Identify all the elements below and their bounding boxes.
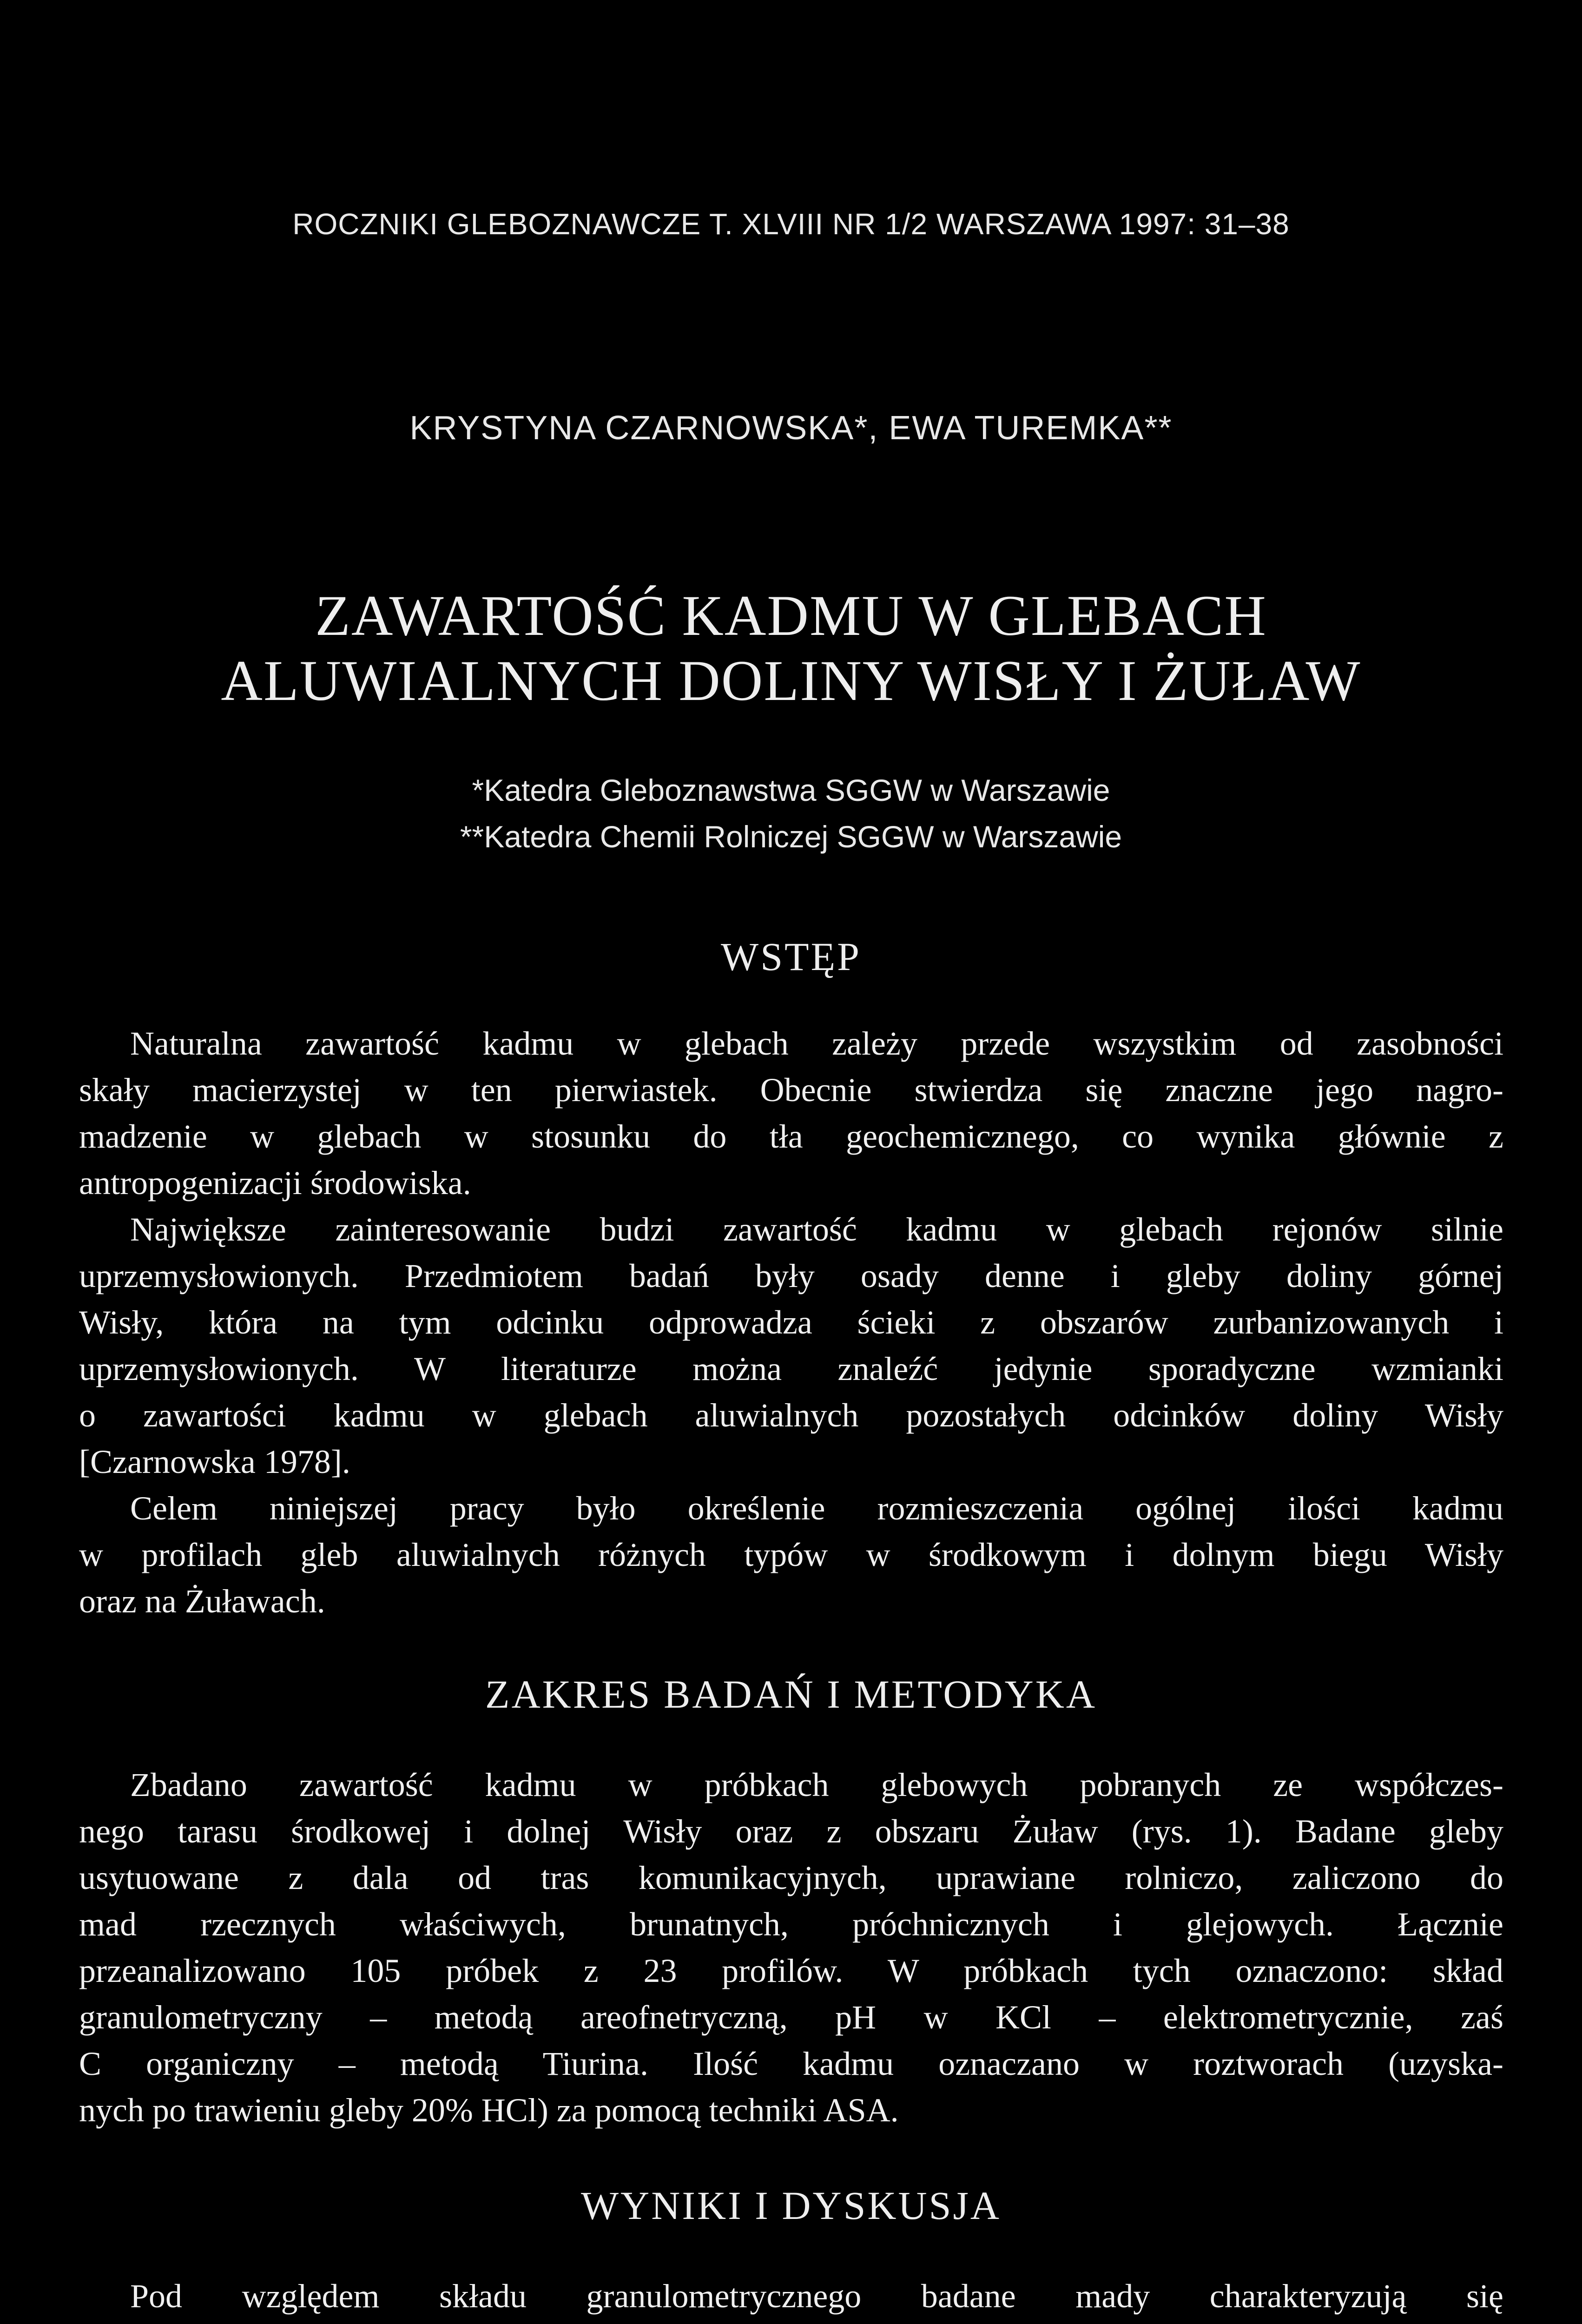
text-line: o zawartości kadmu w glebach aluwialnych pozostałych odcinków doliny Wisły (79, 1397, 1503, 1434)
author-list: KRYSTYNA CZARNOWSKA*, EWA TUREMKA** (409, 409, 1173, 447)
text-line: uprzemysłowionych. W literaturze można znaleźć jedynie sporadyczne wzmianki (79, 1350, 1503, 1387)
affiliations (0, 767, 1582, 860)
text-line: skały macierzystej w ten pierwiastek. Obecnie stwierdza się znaczne jego nagro- (79, 1071, 1503, 1109)
text-line: antropogenizacji środowiska. (79, 1164, 471, 1202)
results-paragraph (79, 2273, 1503, 2324)
text-line: madzenie w glebach w stosunku do tła geochemicznego, co wynika głównie z (79, 1118, 1503, 1155)
text-line: Pod względem składu granulometrycznego badane mady charakteryzują się (130, 2278, 1503, 2315)
text-line: mad rzecznych właściwych, brunatnych, próchnicznych i glejowych. Łącznie (79, 1906, 1503, 1943)
text-line: [Czarnowska 1978]. (79, 1443, 350, 1480)
text-line: uprzemysłowionych. Przedmiotem badań były osady denne i gleby doliny górnej (79, 1257, 1503, 1294)
text-line: C organiczny – metodą Tiurina. Ilość kadmu oznaczano w roztworach (uzyska- (79, 2045, 1503, 2082)
text-line: Największe zainteresowanie budzi zawartość kadmu w glebach rejonów silnie (130, 1211, 1503, 1248)
affiliation-2: **Katedra Chemii Rolniczej SGGW w Warszawie (460, 819, 1122, 854)
title-line-1: ZAWARTOŚĆ KADMU W GLEBACH (315, 584, 1267, 647)
text-line: w profilach gleb aluwialnych różnych typów w środkowym i dolnym biegu Wisły (79, 1536, 1503, 1573)
text-line: Celem niniejszej pracy było określenie rozmieszczenia ogólnej ilości kadmu (130, 1490, 1503, 1527)
text-line (79, 2319, 1503, 2324)
affiliation-1: *Katedra Gleboznawstwa SGGW w Warszawie (472, 773, 1110, 807)
text-line: przeanalizowano 105 próbek z 23 profilów. W próbkach tych oznaczono: skład (79, 1952, 1503, 1989)
text-line: Wisły, która na tym odcinku odprowadza ścieki z obszarów zurbanizowanych i (79, 1304, 1503, 1341)
text-line: oraz na Żuławach. (79, 1583, 325, 1620)
text-line: Zbadano zawartość kadmu w próbkach glebowych pobranych ze współczes- (130, 1766, 1503, 1803)
text-line: Naturalna zawartość kadmu w glebach zależy przede wszystkim od zasobności (130, 1025, 1503, 1062)
title-line-2: ALUWIALNYCH DOLINY WISŁY I ŻUŁAW (221, 649, 1361, 713)
text-line: nego tarasu środkowej i dolnej Wisły oraz z obszaru Żuław (rys. 1). Badane gleby (79, 1813, 1503, 1850)
section-heading-intro: WSTĘP (721, 934, 861, 979)
text-line: granulometryczny – metodą areofnetryczną, pH w KCl – elektrometrycznie, zaś (79, 1999, 1503, 2036)
running-head: ROCZNIKI GLEBOZNAWCZE T. XLVIII NR 1/2 WARSZAWA 1997: 31–38 (292, 207, 1290, 241)
text-line: nych po trawieniu gleby 20% HCl) za pomocą techniki ASA. (79, 2092, 899, 2129)
section-heading-results: WYNIKI I DYSKUSJA (580, 2183, 1002, 2228)
section-heading-methods: ZAKRES BADAŃ I METODYKA (485, 1672, 1097, 1717)
intro-paragraphs (79, 1020, 1503, 1624)
methods-paragraph (79, 1762, 1503, 2133)
article-title (0, 583, 1582, 713)
text-line: usytuowane z dala od tras komunikacyjnych, uprawiane rolniczo, zaliczono do (79, 1859, 1503, 1896)
